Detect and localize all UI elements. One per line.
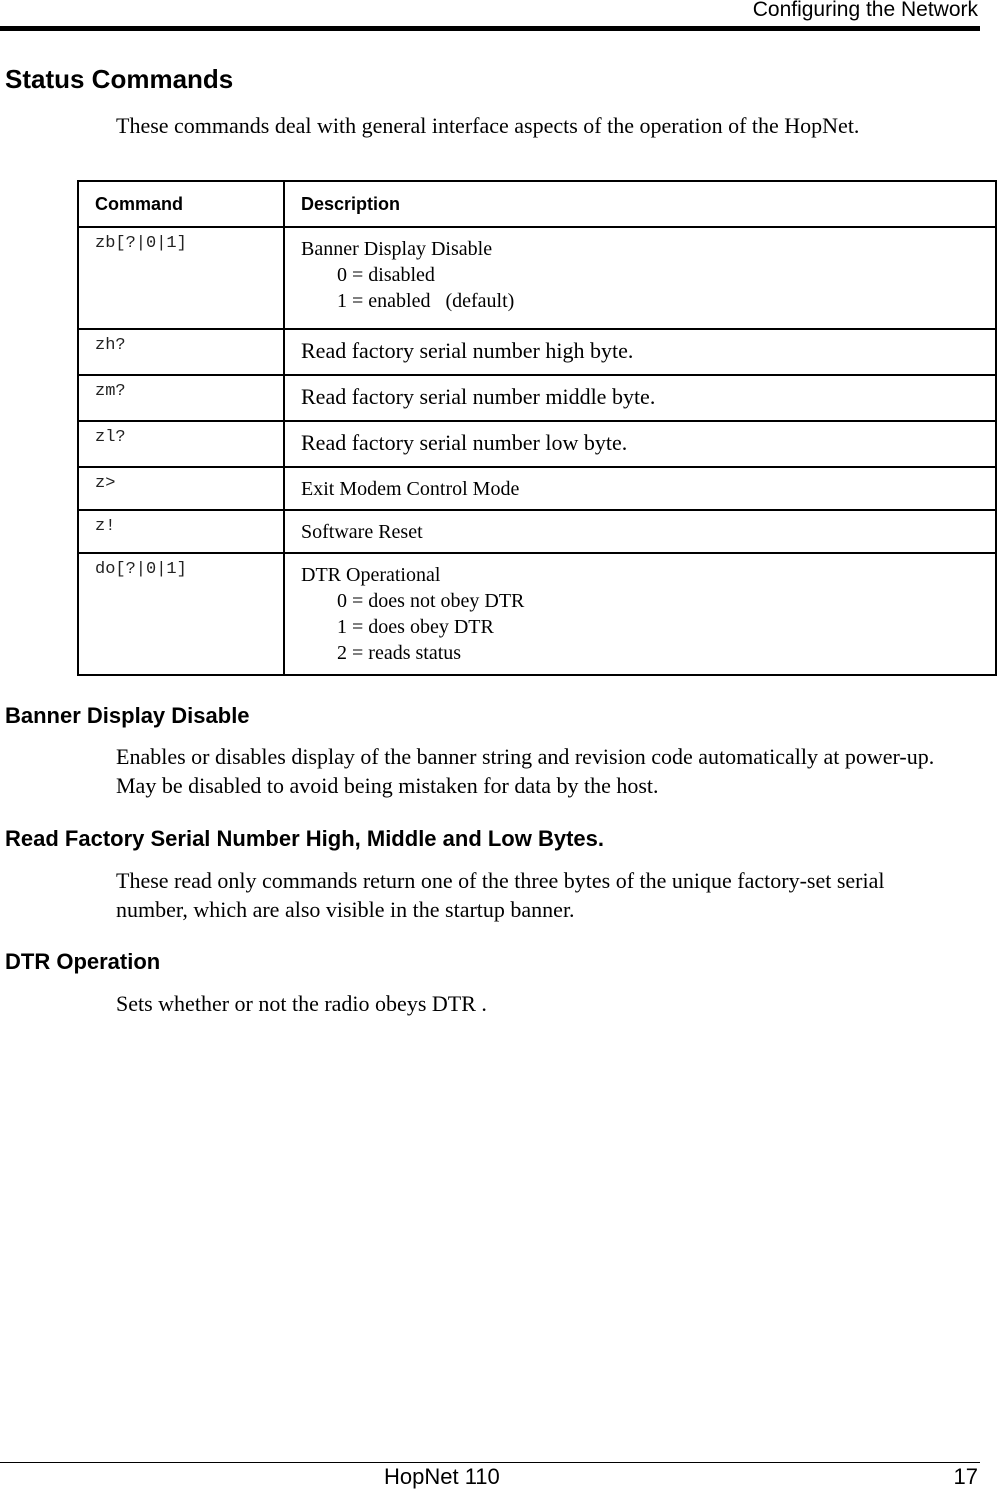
table-row [78,421,996,467]
subsection-title-dtr: DTR Operation [5,949,161,974]
subsection-title-serial: Read Factory Serial Number High, Middle and Low Bytes. [5,826,605,851]
table-header-row [78,181,996,227]
footer-title: HopNet 110 [384,1464,500,1489]
description-cell: Read factory serial number low byte. [284,421,996,467]
page-number: 17 [953,1464,978,1489]
command-cell: zm? [78,375,284,421]
subsection-title-banner: Banner Display Disable [5,703,250,728]
option-line: 1 = enabled (default) [337,290,515,312]
description-cell: Read factory serial number middle byte. [284,375,996,421]
header-rule [0,26,980,31]
running-header-title: Configuring the Network [752,0,978,21]
description-text: DTR Operational [301,564,441,586]
command-cell: do[?|0|1] [78,553,284,675]
description-text: Banner Display Disable [301,238,493,260]
option-line: 0 = does not obey DTR [337,590,525,612]
command-cell: z! [78,510,284,553]
command-cell: zh? [78,329,284,375]
table-row [78,329,996,375]
subsection-text-dtr: Sets whether or not the radio obeys DTR . [116,991,487,1016]
option-line: 1 = does obey DTR [337,616,494,638]
description-cell: Software Reset [284,510,996,553]
header-description: Description [284,181,996,227]
table-row [78,227,996,329]
description-cell: Read factory serial number high byte. [284,329,996,375]
section-intro: These commands deal with general interface aspects of the operation of the HopNet. [116,113,860,138]
description-cell [284,227,996,329]
table-row [78,375,996,421]
table-row [78,553,996,675]
command-cell: zl? [78,421,284,467]
subsection-text-banner: Enables or disables display of the banner string and revision code automatically at power-up. May be disabled to avoid being mistaken for data by the host. [116,744,935,798]
commands-table [77,180,997,676]
table-row [78,467,996,510]
header-command: Command [78,181,284,227]
command-cell: zb[?|0|1] [78,227,284,329]
footer-rule [0,1462,980,1463]
subsection-text-serial: These read only commands return one of the three bytes of the unique factory-set serial number, which are also visible in the startup banner. [116,868,885,922]
description-cell: Exit Modem Control Mode [284,467,996,510]
section-title: Status Commands [5,64,234,94]
option-line: 0 = disabled [337,264,435,286]
description-cell [284,553,996,675]
option-line: 2 = reads status [337,642,462,664]
command-cell: z> [78,467,284,510]
table-row [78,510,996,553]
